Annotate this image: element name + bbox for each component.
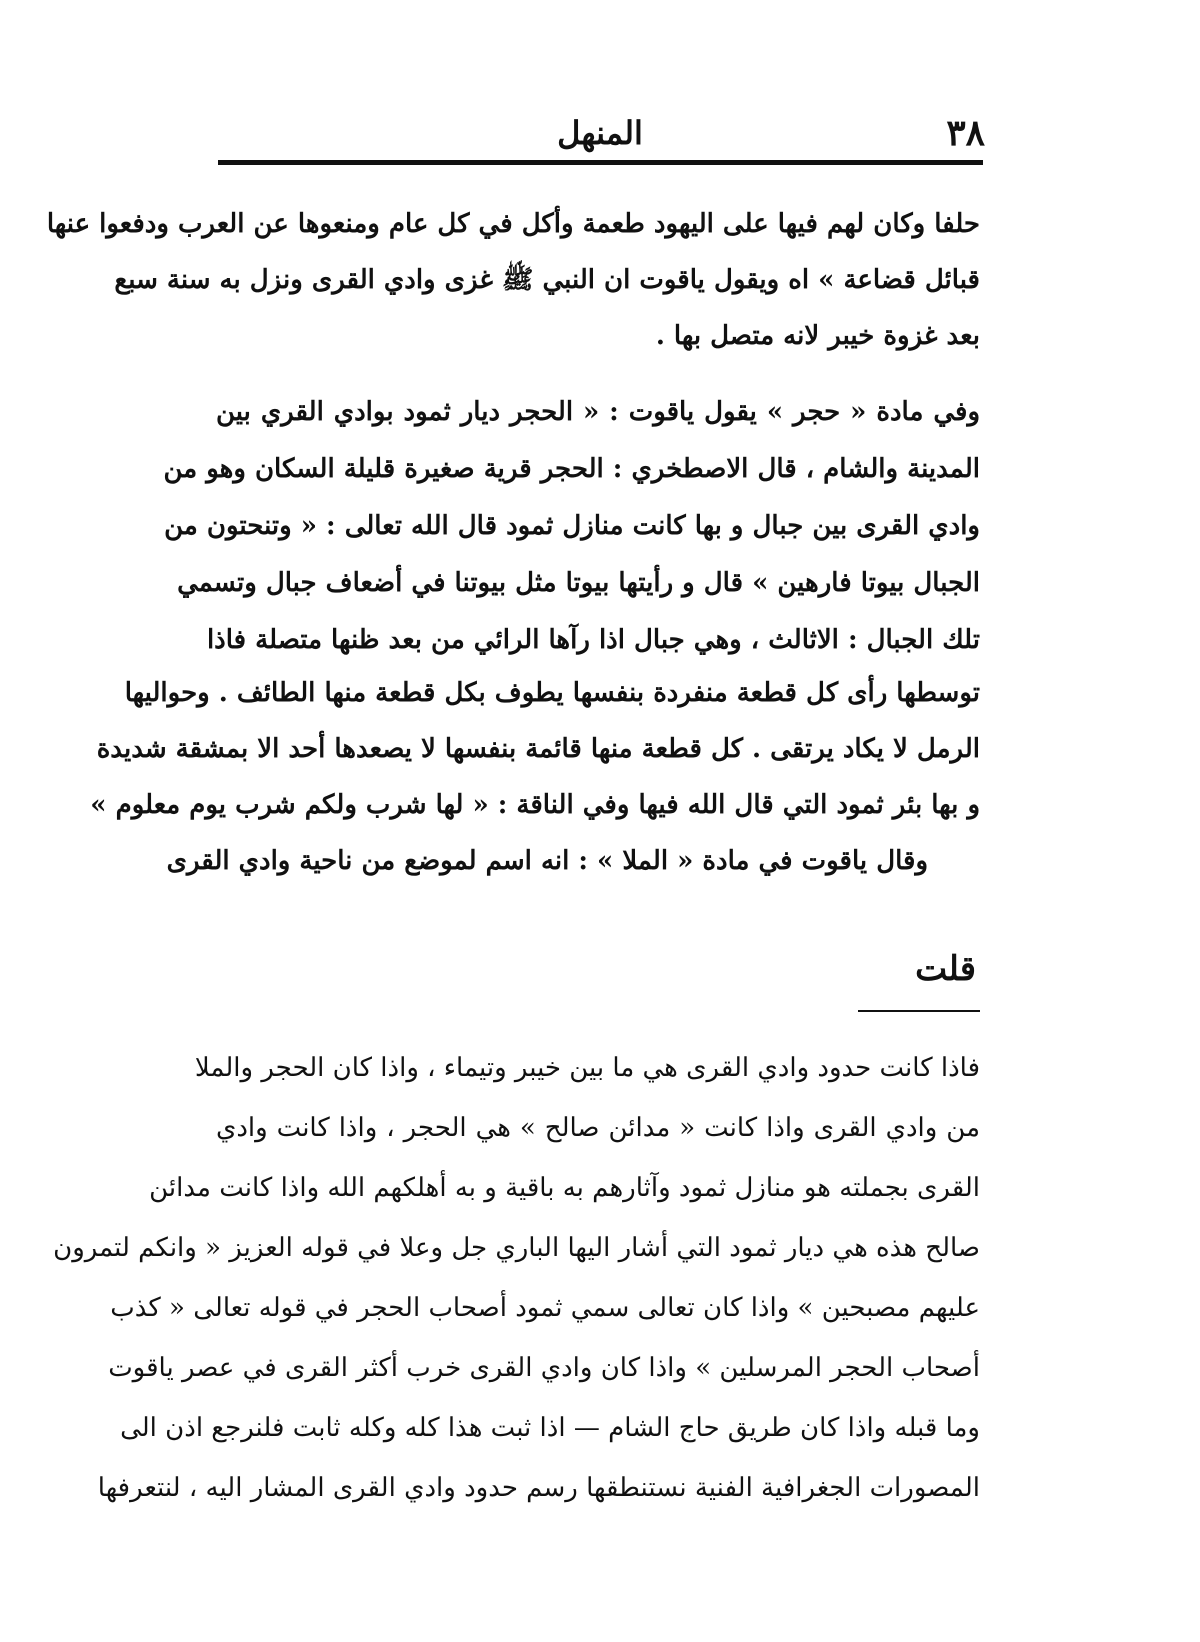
paragraph-4 bbox=[53, 1038, 980, 1518]
paragraph-3 bbox=[90, 665, 980, 889]
text-line: بعد غزوة خيبر لانه متصل بها . bbox=[655, 321, 980, 351]
text-line: وفي مادة « حجر » يقول ياقوت : « الحجر ديار ثمود بوادي القري بين bbox=[216, 397, 980, 427]
text-line: حلفا وكان لهم فيها على اليهود طعمة وأكل في كل عام ومنعوها عن العرب ودفعوا عنها bbox=[46, 209, 980, 239]
text-line: وما قبله واذا كان طريق حاج الشام — اذا ثبت هذا كله وكله ثابت فلنرجع اذن الى bbox=[120, 1413, 980, 1443]
text-line: وادي القرى بين جبال و بها كانت منازل ثمود قال الله تعالى : « وتنحتون من bbox=[164, 511, 980, 541]
header-rule bbox=[218, 160, 983, 165]
text-line: من وادي القرى واذا كانت « مدائن صالح » هي الحجر ، واذا كانت وادي bbox=[216, 1113, 980, 1143]
text-line: القرى بجملته هو منازل ثمود وآثارهم به باقية و به أهلكهم الله واذا كانت مدائن bbox=[149, 1173, 980, 1203]
text-line: وقال ياقوت في مادة « الملا » : انه اسم لموضع من ناحية وادي القرى bbox=[166, 846, 928, 876]
paragraph-1 bbox=[46, 196, 980, 364]
text-line: الجبال بيوتا فارهين » قال و رأيتها بيوتا مثل بيوتنا في أضعاف جبال وتسمي bbox=[177, 568, 980, 598]
paragraph-2 bbox=[163, 384, 980, 669]
text-line: تلك الجبال : الاثالث ، وهي جبال اذا رآها الرائي من بعد ظنها متصلة فاذا bbox=[206, 625, 980, 655]
text-line: الرمل لا يكاد يرتقى . كل قطعة منها قائمة بنفسها لا يصعدها أحد الا بمشقة شديدة bbox=[96, 734, 980, 764]
journal-title: المنهل bbox=[557, 114, 643, 152]
text-line: صالح هذه هي ديار ثمود التي أشار اليها الباري جل وعلا في قوله العزيز « وانكم لتمرون bbox=[53, 1233, 980, 1263]
page-number: ٣٨ bbox=[946, 112, 985, 154]
heading-rule bbox=[858, 1010, 980, 1012]
text-line: عليهم مصبحين » واذا كان تعالى سمي ثمود أصحاب الحجر في قوله تعالى « كذب bbox=[110, 1293, 980, 1323]
text-line: فاذا كانت حدود وادي القرى هي ما بين خيبر وتيماء ، واذا كان الحجر والملا bbox=[194, 1053, 980, 1083]
text-line: توسطها رأى كل قطعة منفردة بنفسها يطوف بكل قطعة منها الطائف . وحواليها bbox=[124, 678, 980, 708]
text-line: أصحاب الحجر المرسلين » واذا كان وادي القرى خرب أكثر القرى في عصر ياقوت bbox=[108, 1353, 980, 1383]
section-heading: قلت bbox=[915, 949, 976, 989]
text-line: و بها بئر ثمود التي قال الله فيها وفي الناقة : « لها شرب ولكم شرب يوم معلوم » bbox=[90, 790, 980, 820]
text-line: قبائل قضاعة » اه ويقول ياقوت ان النبي ﷺ غزى وادي القرى ونزل به سنة سبع bbox=[114, 265, 980, 295]
text-line: المدينة والشام ، قال الاصطخري : الحجر قرية صغيرة قليلة السكان وهو من bbox=[163, 454, 980, 484]
running-header bbox=[215, 108, 985, 158]
text-line: المصورات الجغرافية الفنية نستنطقها رسم حدود وادي القرى المشار اليه ، لنتعرفها bbox=[97, 1473, 980, 1503]
